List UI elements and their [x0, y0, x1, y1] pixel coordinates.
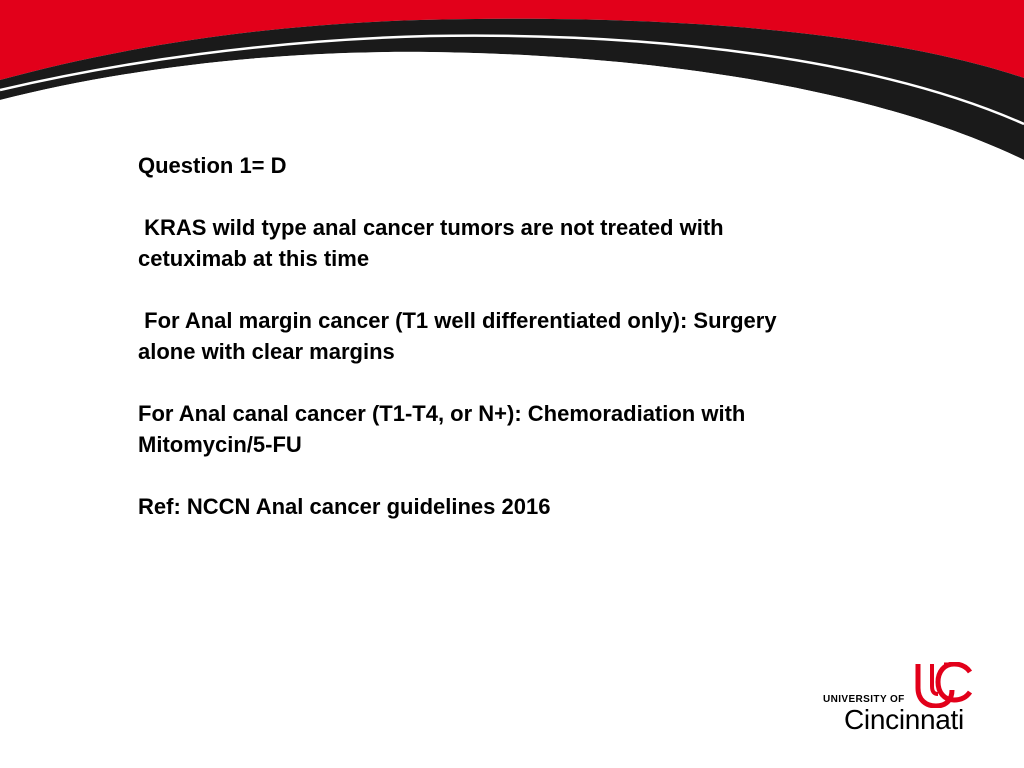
- logo-cincinnati: Cincinnati: [844, 704, 964, 735]
- logo-university-of: UNIVERSITY OF: [823, 694, 905, 705]
- anal-margin-note: For Anal margin cancer (T1 well differentiated only): Surgery alone with clear margins: [138, 308, 777, 364]
- header-swoosh: [0, 0, 1024, 160]
- university-logo: [820, 660, 980, 736]
- anal-canal-note: For Anal canal cancer (T1-T4, or N+): Chemoradiation with Mitomycin/5-FU: [138, 401, 746, 457]
- uc-monogram-icon: [914, 662, 972, 708]
- reference: Ref: NCCN Anal cancer guidelines 2016: [138, 494, 551, 519]
- kras-note: KRAS wild type anal cancer tumors are not treated with cetuximab at this time: [138, 215, 724, 271]
- question-answer: Question 1= D: [138, 153, 287, 178]
- slide-body: [138, 150, 938, 522]
